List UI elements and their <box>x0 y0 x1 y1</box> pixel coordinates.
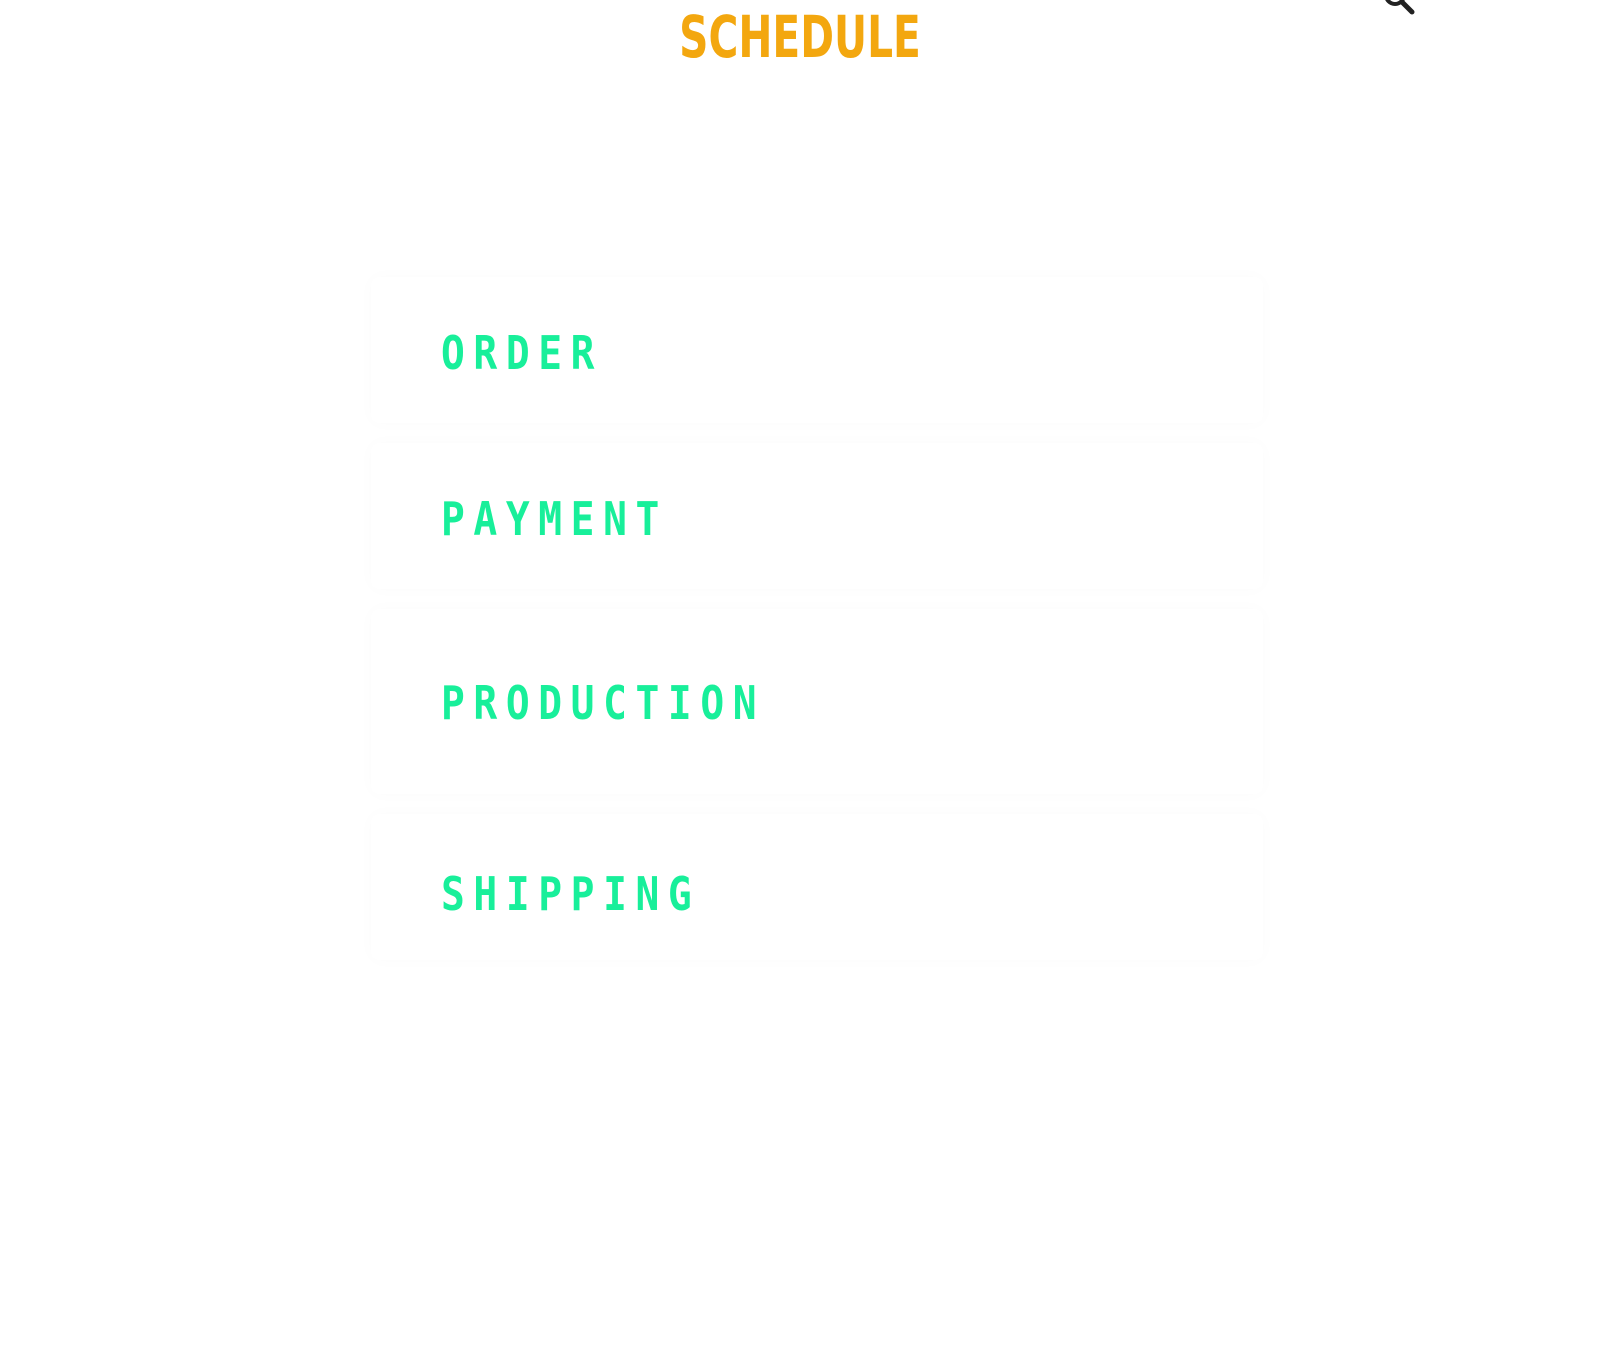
page-title: SCHEDULE <box>679 3 921 71</box>
schedule-card-payment[interactable] <box>371 443 1263 589</box>
schedule-card-shipping[interactable] <box>371 814 1263 960</box>
schedule-card-production[interactable] <box>371 609 1263 794</box>
schedule-card-title: SHIPPING <box>441 867 701 921</box>
schedule-card-title: PAYMENT <box>441 492 668 546</box>
schedule-card-order[interactable] <box>371 277 1263 423</box>
search-icon[interactable] <box>1382 0 1416 16</box>
schedule-card-title: PRODUCTION <box>441 676 766 730</box>
schedule-card-title: ORDER <box>441 326 604 380</box>
schedule-steps <box>371 277 1263 980</box>
